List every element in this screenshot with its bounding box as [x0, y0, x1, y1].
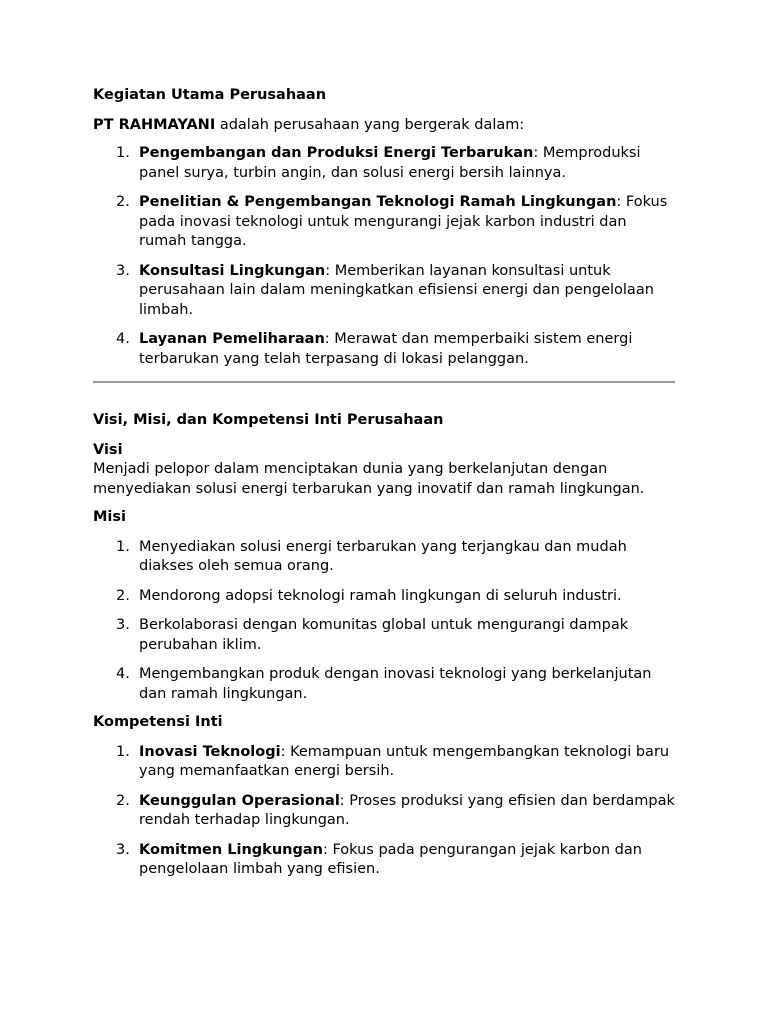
list-number: 2. [116, 194, 130, 210]
visi-label: Visi [93, 441, 123, 458]
kegiatan-term: Konsultasi Lingkungan [139, 262, 326, 279]
list-number: 3. [116, 617, 130, 633]
kegiatan-term: Penelitian & Pengembangan Teknologi Ramah Lingkungan [139, 194, 617, 210]
kegiatan-desc: : Merawat dan memperbaiki sistem energi terbarukan yang telah terpasang di lokasi pelanggan. [139, 331, 633, 367]
list-number: 2. [116, 792, 130, 809]
document-content [93, 86, 678, 880]
misi-item [93, 587, 678, 607]
section-divider [93, 381, 675, 383]
kegiatan-item [93, 262, 678, 321]
list-number: 4. [116, 331, 130, 347]
list-number: 3. [116, 841, 130, 858]
kegiatan-term: Pengembangan dan Produksi Energi Terbarukan [139, 145, 534, 161]
kegiatan-list [93, 144, 678, 369]
company-intro-text: adalah perusahaan yang bergerak dalam: [215, 116, 525, 133]
misi-item [93, 665, 678, 704]
kompetensi-desc: : Proses produksi yang efisien dan berdampak rendah terhadap lingkungan. [139, 792, 675, 828]
kompetensi-item [93, 743, 678, 782]
kompetensi-item [93, 841, 678, 880]
kompetensi-desc: : Fokus pada pengurangan jejak karbon dan pengelolaan limbah yang efisien. [139, 841, 642, 877]
company-name: PT RAHMAYANI [93, 116, 216, 133]
list-number: 2. [116, 587, 130, 604]
kompetensi-term: Keunggulan Operasional [139, 792, 340, 809]
misi-text: Berkolaborasi dengan komunitas global untuk mengurangi dampak perubahan iklim. [139, 617, 629, 653]
visi-text: Menjadi pelopor dalam menciptakan dunia yang berkelanjutan dengan menyediakan solusi energi terbarukan yang inovatif dan ramah lingkungan. [93, 461, 645, 497]
kegiatan-desc: : Memberikan layanan konsultasi untuk perusahaan lain dalam meningkatkan efisiensi energi dan pengelolaan limbah. [139, 262, 654, 318]
kegiatan-item [93, 144, 678, 183]
kompetensi-term: Inovasi Teknologi [139, 743, 281, 760]
list-number: 3. [116, 262, 130, 279]
kegiatan-term: Layanan Pemeliharaan [139, 331, 325, 347]
kompetensi-term: Komitmen Lingkungan [139, 841, 323, 858]
list-number: 4. [116, 666, 130, 682]
kompetensi-label: Kompetensi Inti [93, 714, 223, 730]
misi-label: Misi [93, 509, 127, 525]
company-intro [93, 116, 678, 136]
misi-text: Mendorong adopsi teknologi ramah lingkungan di seluruh industri. [139, 587, 622, 604]
kegiatan-desc: : Fokus pada inovasi teknologi untuk mengurangi jejak karbon industri dan rumah tangga. [139, 194, 668, 249]
section-title-kegiatan: Kegiatan Utama Perusahaan [93, 87, 327, 103]
kompetensi-item [93, 792, 678, 831]
list-number: 1. [116, 145, 130, 161]
kegiatan-desc: : Memproduksi panel surya, turbin angin, dan solusi energi bersih lainnya. [139, 145, 641, 181]
list-number: 1. [116, 538, 130, 555]
list-number: 1. [116, 743, 130, 760]
misi-item [93, 538, 678, 577]
misi-text: Mengembangkan produk dengan inovasi teknologi yang berkelanjutan dan ramah lingkungan. [139, 666, 652, 702]
section-title-visi-misi: Visi, Misi, dan Kompetensi Inti Perusahaan [93, 412, 444, 428]
misi-item [93, 616, 678, 655]
misi-text: Menyediakan solusi energi terbarukan yang terjangkau dan mudah diakses oleh semua orang. [139, 538, 627, 574]
misi-list [93, 538, 678, 705]
kegiatan-item [93, 330, 678, 369]
kegiatan-item [93, 193, 678, 252]
kompetensi-desc: : Kemampuan untuk mengembangkan teknologi baru yang memanfaatkan energi bersih. [139, 743, 670, 779]
kompetensi-list [93, 743, 678, 880]
